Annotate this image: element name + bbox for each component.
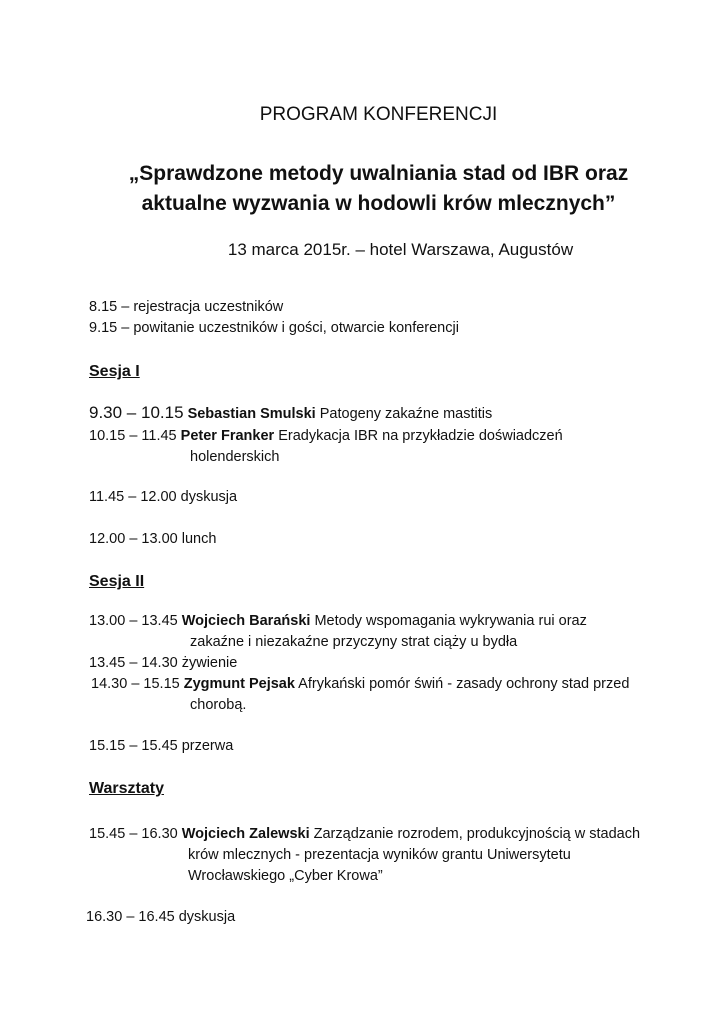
- talk-topic-continuation: zakaźne i niezakaźne przyczyny strat ciąży u bydła: [190, 634, 518, 650]
- speaker-name: Sebastian Smulski: [187, 406, 316, 422]
- item-time: 15.45 – 16.30: [89, 826, 178, 842]
- page-title: PROGRAM KONFERENCJI: [259, 104, 498, 125]
- speaker-name: Wojciech Zalewski: [181, 826, 310, 842]
- opening-item-welcome: 9.15 – powitanie uczestników i gości, otwarcie konferencji: [89, 320, 459, 336]
- talk-topic-continuation: Wrocławskiego „Cyber Krowa”: [188, 868, 383, 884]
- workshops-item-1: [89, 826, 640, 842]
- talk-topic: Afrykański pomór świń - zasady ochrony stad przed: [298, 676, 630, 692]
- session-2-item-3: [91, 676, 629, 692]
- session-1-heading: Sesja I: [89, 363, 140, 380]
- opening-item-registration: 8.15 – rejestracja uczestników: [89, 299, 284, 315]
- talk-topic: Metody wspomagania wykrywania rui oraz: [314, 613, 587, 629]
- talk-topic-continuation: chorobą.: [190, 697, 247, 713]
- speaker-name: Peter Franker: [180, 428, 275, 444]
- talk-topic-continuation: holenderskich: [190, 449, 280, 465]
- item-time: 9.30 – 10.15: [89, 403, 184, 422]
- item-time: 10.15 – 11.45: [89, 428, 177, 444]
- speaker-name: Wojciech Barański: [181, 613, 311, 629]
- workshops-heading: Warsztaty: [89, 780, 164, 797]
- session-2-item-break: 15.15 – 15.45 przerwa: [89, 738, 234, 754]
- conference-title-line-1: „Sprawdzone metody uwalniania stad od IBR oraz: [128, 162, 629, 185]
- talk-topic: Zarządzanie rozrodem, produkcyjnością w stadach: [313, 826, 641, 842]
- session-2-heading: Sesja II: [89, 573, 145, 590]
- item-time: 14.30 – 15.15: [91, 676, 180, 692]
- workshops-item-discussion: 16.30 – 16.45 dyskusja: [86, 909, 236, 925]
- session-1-item-2: [89, 428, 563, 444]
- session-2-item-feeding: 13.45 – 14.30 żywienie: [89, 655, 238, 671]
- talk-topic-continuation: krów mlecznych - prezentacja wyników grantu Uniwersytetu: [188, 847, 571, 863]
- talk-topic: Eradykacja IBR na przykładzie doświadczeń: [278, 428, 563, 444]
- conference-title-line-2: aktualne wyzwania w hodowli krów mlecznych”: [141, 192, 616, 215]
- item-time: 13.00 – 13.45: [89, 613, 178, 629]
- talk-topic: Patogeny zakaźne mastitis: [319, 406, 493, 422]
- session-1-item-lunch: 12.00 – 13.00 lunch: [89, 531, 217, 547]
- session-1-item-discussion: 11.45 – 12.00 dyskusja: [89, 489, 238, 505]
- session-1-item-1: [89, 403, 492, 423]
- speaker-name: Zygmunt Pejsak: [183, 676, 295, 692]
- session-2-item-1: [89, 613, 587, 629]
- date-location: 13 marca 2015r. – hotel Warszawa, Augustów: [227, 240, 574, 259]
